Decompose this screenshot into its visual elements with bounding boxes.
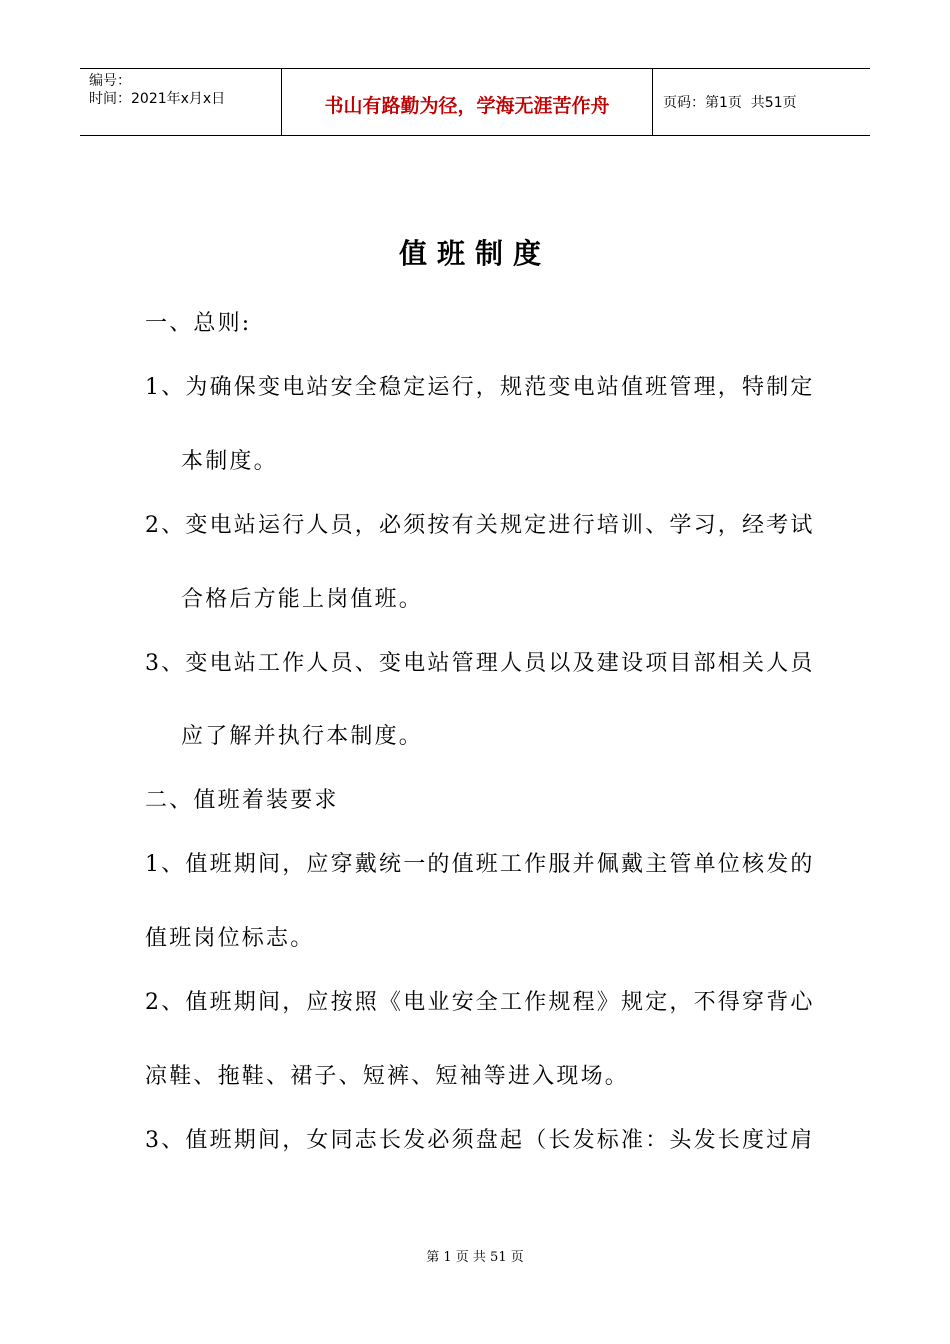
header-info-cell [80,69,282,135]
paragraph-line: 值班岗位标志。 [145,926,315,951]
header-motto-cell [282,69,653,135]
document-header [80,68,870,136]
document-number-label: 编号： [89,73,131,89]
section-heading-general: 一、总则: [145,311,252,336]
header-motto: 书山有路勤为径，学海无涯苦作舟 [324,94,610,117]
page-footer: 第 1 页 共 51 页 [426,1250,524,1265]
paragraph-line: 3、变电站工作人员、变电站管理人员以及建设项目部相关人员 [145,651,815,676]
paragraph-line: 应了解并执行本制度。 [181,724,424,749]
paragraph-line: 2、值班期间，应按照《电业安全工作规程》规定，不得穿背心 [145,990,815,1015]
header-page-code: 页码：第1页 共51页 [663,95,797,111]
document-time-label: 时间：2021年x月x日 [89,91,226,107]
section-heading-dress-code: 二、值班着装要求 [145,788,339,813]
paragraph-line: 1、值班期间，应穿戴统一的值班工作服并佩戴主管单位核发的 [145,852,815,877]
header-page-cell [653,69,870,135]
paragraph-line: 1、为确保变电站安全稳定运行，规范变电站值班管理，特制定 [145,375,815,400]
paragraph-line: 凉鞋、拖鞋、裙子、短裤、短袖等进入现场。 [145,1064,630,1089]
paragraph-line: 2、变电站运行人员，必须按有关规定进行培训、学习，经考试 [145,513,815,538]
paragraph-line: 本制度。 [181,449,278,474]
document-title: 值班制度 [398,237,551,270]
paragraph-line: 合格后方能上岗值班。 [181,587,424,612]
paragraph-line: 3、值班期间，女同志长发必须盘起（长发标准：头发长度过肩 [145,1128,815,1153]
